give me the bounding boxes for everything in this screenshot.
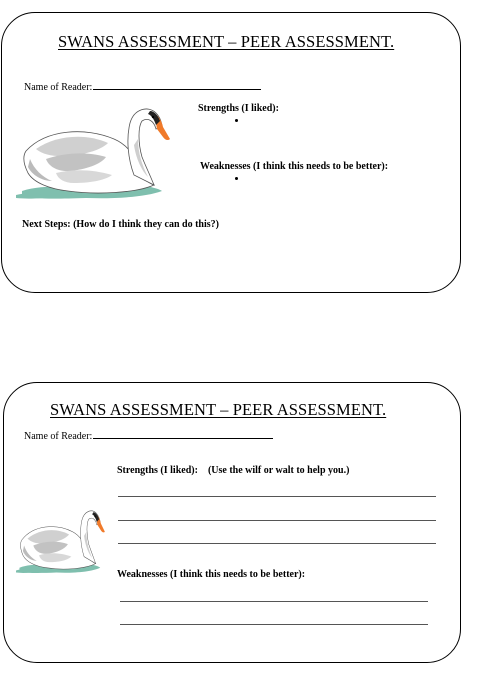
strengths-label [117, 465, 349, 476]
strengths-bullet [235, 119, 238, 122]
name-of-reader-line [93, 81, 261, 90]
swan-image [16, 99, 172, 203]
name-of-reader-label: Name of Reader: [24, 82, 93, 93]
strengths-hint: (Use the wilf or walt to help you.) [207, 465, 350, 476]
card-title: SWANS ASSESSMENT – PEER ASSESSMENT. [50, 400, 387, 419]
strengths-answer-line-1[interactable] [118, 496, 436, 497]
strengths-label-text: Strengths (I liked): [117, 465, 198, 476]
weaknesses-answer-line-1[interactable] [120, 601, 428, 602]
weaknesses-answer-line-2[interactable] [120, 624, 428, 625]
card-title: SWANS ASSESSMENT – PEER ASSESSMENT. [58, 32, 395, 51]
name-of-reader-field[interactable] [24, 81, 261, 93]
weaknesses-label: Weaknesses (I think this needs to be better): [200, 161, 389, 172]
assessment-card-bottom [3, 382, 461, 663]
strengths-answer-line-2[interactable] [118, 520, 436, 521]
weaknesses-bullet [235, 177, 238, 180]
swan-image [16, 504, 106, 576]
name-of-reader-line [93, 430, 273, 439]
name-of-reader-label: Name of Reader: [24, 431, 93, 442]
weaknesses-label: Weaknesses (I think this needs to be better): [117, 569, 306, 580]
name-of-reader-field[interactable] [24, 430, 273, 442]
next-steps-label: Next Steps: (How do I think they can do this?) [22, 219, 219, 230]
strengths-label: Strengths (I liked): [198, 103, 279, 114]
strengths-answer-line-3[interactable] [118, 543, 436, 544]
assessment-card-top [1, 12, 461, 293]
